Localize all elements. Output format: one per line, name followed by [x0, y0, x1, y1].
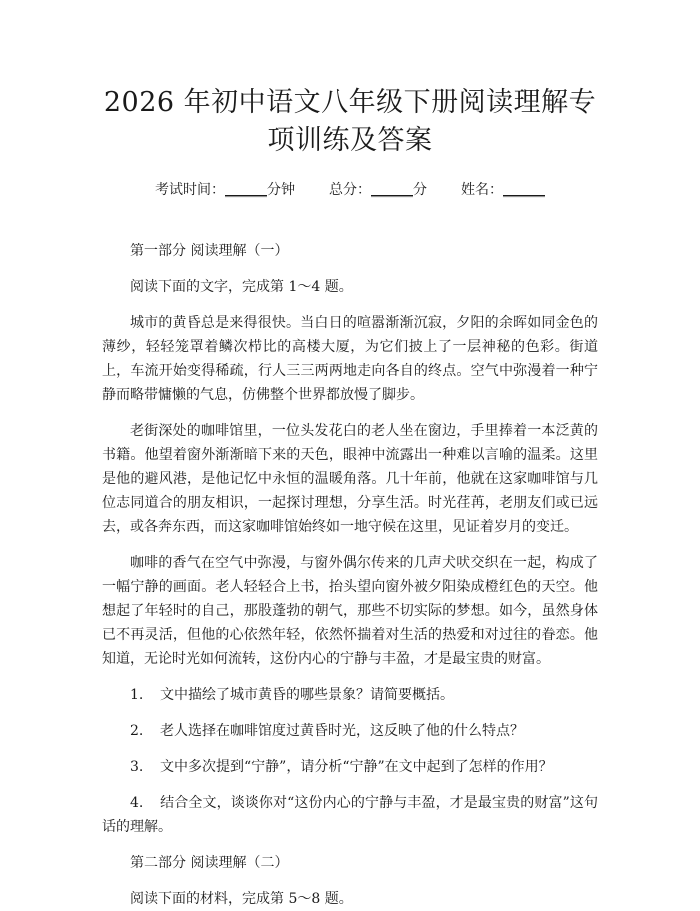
part2-heading: 第二部分 阅读理解（二） — [130, 855, 289, 871]
question-text: 老人选择在咖啡馆度过黄昏时光，这反映了他的什么特点？ — [160, 723, 524, 739]
total-score-unit: 分 — [413, 182, 427, 198]
exam-time-blank: ______ — [225, 182, 267, 198]
student-name-blank: ______ — [503, 182, 545, 198]
question-number: 3. — [130, 759, 144, 775]
question-item — [102, 719, 598, 743]
part1-heading: 第一部分 阅读理解（一） — [130, 243, 289, 259]
student-name-label: 姓名： — [461, 182, 503, 198]
total-score-label: 总分： — [329, 182, 371, 198]
exam-time — [155, 180, 295, 200]
exam-time-unit: 分钟 — [267, 182, 295, 198]
exam-time-label: 考试时间： — [155, 182, 225, 198]
question-text: 文中多次提到“宁静”，请分析“宁静”在文中起到了怎样的作用？ — [160, 759, 553, 775]
part1-instruction: 阅读下面的文字，完成第 1～4 题。 — [130, 279, 353, 295]
question-item — [102, 791, 598, 839]
part2-instruction: 阅读下面的材料，完成第 5～8 题。 — [130, 891, 353, 907]
passage-paragraph: 咖啡的香气在空气中弥漫，与窗外偶尔传来的几声犬吠交织在一起，构成了一幅宁静的画面。老人轻轻合上书，抬头望向窗外被夕阳染成橙红色的天空。他想起了年轻时的自己，那股蓬勃的朝气，那些不切实际的梦想。如今，虽然身体已不再灵活，但他的心依然年轻，依然怀揣着对生活的热爱和对过往的眷恋。他知道，无论时光如何流转，这份内心的宁静与丰盈，才是最宝贵的财富。 — [102, 555, 598, 667]
question-number: 2. — [130, 723, 144, 739]
passage-paragraph: 老街深处的咖啡馆里，一位头发花白的老人坐在窗边，手里捧着一本泛黄的书籍。他望着窗外渐渐暗下来的天色，眼神中流露出一种难以言喻的温柔。这里是他的避风港，是他记忆中永恒的温暖角落。几十年前，他就在这家咖啡馆与几位志同道合的朋友相识，一起探讨理想，分享生活。时光荏苒，老朋友们或已远去，或各奔东西，而这家咖啡馆始终如一地守候在这里，见证着岁月的变迁。 — [102, 423, 598, 535]
document-title: 2026 年初中语文八年级下册阅读理解专项训练及答案 — [103, 87, 597, 156]
total-score — [329, 180, 427, 200]
total-score-blank: ______ — [371, 182, 413, 198]
question-item — [102, 683, 598, 707]
question-number: 4. — [130, 795, 144, 811]
exam-info-line — [102, 180, 598, 200]
question-text: 结合全文，谈谈你对“这份内心的宁静与丰盈，才是最宝贵的财富”这句话的理解。 — [102, 795, 598, 835]
question-text: 文中描绘了城市黄昏的哪些景象？请简要概括。 — [160, 687, 454, 703]
question-item — [102, 755, 598, 779]
document-body — [102, 239, 598, 911]
student-name — [461, 180, 545, 200]
question-number: 1. — [130, 687, 144, 703]
passage-paragraph: 城市的黄昏总是来得很快。当白日的喧嚣渐渐沉寂，夕阳的余晖如同金色的薄纱，轻轻笼罩着鳞次栉比的高楼大厦，为它们披上了一层神秘的色彩。街道上，车流开始变得稀疏，行人三三两两地走向各自的终点。空气中弥漫着一种宁静而略带慵懒的气息，仿佛整个世界都放慢了脚步。 — [102, 315, 598, 403]
